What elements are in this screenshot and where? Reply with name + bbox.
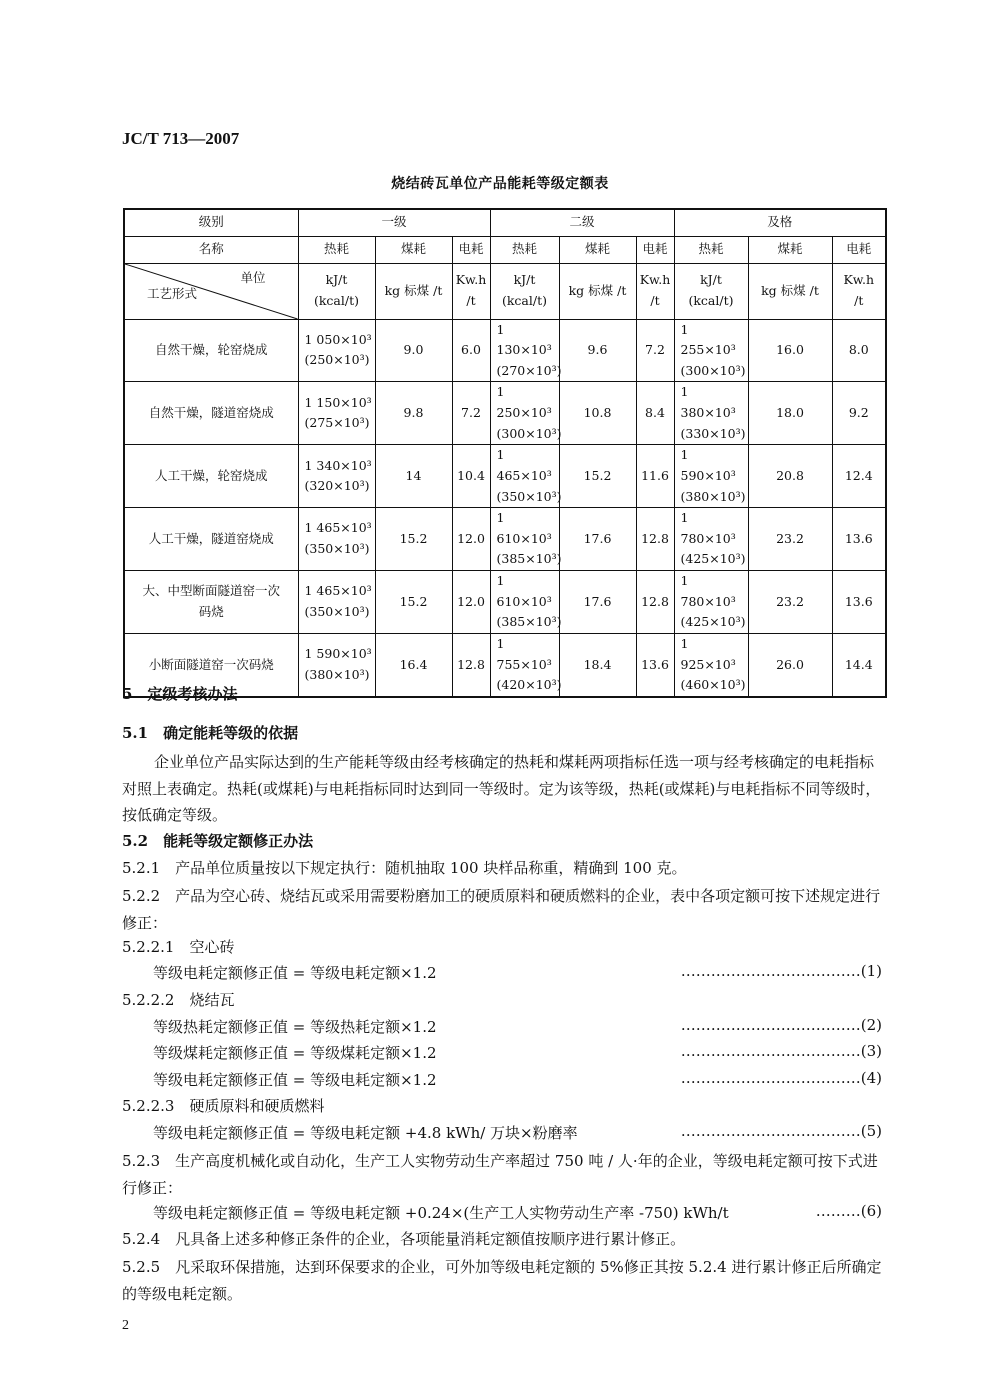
- unit-coal: kg 标煤 /t: [375, 263, 452, 319]
- coal-value-cell: 15.2: [375, 508, 452, 571]
- grade-header-row: [124, 209, 886, 236]
- elec-value-cell: 12.8: [452, 633, 490, 696]
- grade-2-header: 二级: [490, 209, 674, 236]
- heat-value-cell: 1 255×10³ (300×10³): [674, 319, 748, 382]
- formula-6: 等级电耗定额修正值 = 等级电耗定额 +0.24×(生产工人实物劳动生产率 -750) kWh/t: [153, 1204, 729, 1222]
- unit-elec: Kw.h /t: [452, 263, 490, 319]
- coal-value-cell: 26.0: [748, 633, 832, 696]
- heat-value-cell: 1 465×10³ (350×10³): [298, 571, 375, 634]
- heat-value-cell: 1 465×10³ (350×10³): [490, 445, 559, 508]
- metric-coal: 煤耗: [375, 236, 452, 263]
- unit-coal: kg 标煤 /t: [748, 263, 832, 319]
- process-cell: 自然干燥，隧道窑烧成: [124, 382, 298, 445]
- coal-value-cell: 18.0: [748, 382, 832, 445]
- section-5-2-title: 5.2 能耗等级定额修正办法: [122, 832, 314, 850]
- coal-value-cell: 9.8: [375, 382, 452, 445]
- formula-4: 等级电耗定额修正值 = 等级电耗定额×1.2: [153, 1071, 437, 1089]
- metric-coal: 煤耗: [559, 236, 636, 263]
- section-5-1-body: 企业单位产品实际达到的生产能耗等级由经考核确定的热耗和煤耗两项指标任选一项与经考核确定的电耗指标对照上表确定。热耗(或煤耗)与电耗指标同时达到同一等级时。定为该等级，热耗(或煤耗)与电耗指标不同等级时，按低确定等级。: [122, 753, 881, 824]
- coal-value-cell: 15.2: [375, 571, 452, 634]
- formula-2: 等级热耗定额修正值 = 等级热耗定额×1.2: [153, 1018, 437, 1036]
- metric-elec: 电耗: [452, 236, 490, 263]
- section-5-2-2: 5.2.2 产品为空心砖、烧结瓦或采用需要粉磨加工的硬质原料和硬质燃料的企业，表中各项定额可按下述规定进行修正：: [122, 887, 881, 932]
- formula-2-ref: ………………………………(2): [680, 1016, 882, 1034]
- metric-elec: 电耗: [832, 236, 886, 263]
- elec-value-cell: 8.0: [832, 319, 886, 382]
- unit-process-diagonal-cell: [124, 263, 298, 319]
- coal-value-cell: 16.4: [375, 633, 452, 696]
- process-cell: 大、中型断面隧道窑一次 码烧: [124, 571, 298, 634]
- coal-value-cell: 20.8: [748, 445, 832, 508]
- coal-value-cell: 9.6: [559, 319, 636, 382]
- heat-value-cell: 1 130×10³ (270×10³): [490, 319, 559, 382]
- elec-value-cell: 6.0: [452, 319, 490, 382]
- formula-5: 等级电耗定额修正值 = 等级电耗定额 +4.8 kWh/ 万块×粉磨率: [153, 1124, 578, 1142]
- heat-value-cell: 1 610×10³ (385×10³): [490, 508, 559, 571]
- table-row: [124, 633, 886, 696]
- elec-value-cell: 13.6: [636, 633, 674, 696]
- process-cell: 人工干燥，隧道窑烧成: [124, 508, 298, 571]
- unit-elec: Kw.h /t: [832, 263, 886, 319]
- metric-heat: 热耗: [674, 236, 748, 263]
- elec-value-cell: 13.6: [832, 571, 886, 634]
- elec-value-cell: 12.8: [636, 571, 674, 634]
- process-cell: 自然干燥，轮窑烧成: [124, 319, 298, 382]
- metric-heat: 热耗: [490, 236, 559, 263]
- table-title: 烧结砖瓦单位产品能耗等级定额表: [391, 176, 609, 192]
- document-code: JC/T 713—2007: [122, 129, 240, 148]
- elec-value-cell: 13.6: [832, 508, 886, 571]
- unit-label: 单位: [240, 269, 266, 285]
- unit-heat: kJ/t (kcal/t): [298, 263, 375, 319]
- grade-3-header: 及格: [674, 209, 886, 236]
- metric-heat: 热耗: [298, 236, 375, 263]
- coal-value-cell: 14: [375, 445, 452, 508]
- metric-header-row: [124, 236, 886, 263]
- unit-elec: Kw.h /t: [636, 263, 674, 319]
- formula-6-ref: ………(6): [815, 1202, 882, 1220]
- section-5-2-4: 5.2.4 凡具备上述多种修正条件的企业，各项能量消耗定额值按顺序进行累计修正。: [122, 1230, 686, 1248]
- heat-value-cell: 1 925×10³ (460×10³): [674, 633, 748, 696]
- heat-value-cell: 1 755×10³ (420×10³): [490, 633, 559, 696]
- name-label: 名称: [124, 236, 298, 263]
- unit-heat: kJ/t (kcal/t): [674, 263, 748, 319]
- coal-value-cell: 9.0: [375, 319, 452, 382]
- elec-value-cell: 9.2: [832, 382, 886, 445]
- elec-value-cell: 11.6: [636, 445, 674, 508]
- process-label: 工艺形式: [147, 285, 198, 301]
- elec-value-cell: 8.4: [636, 382, 674, 445]
- section-5-2-2-1: 5.2.2.1 空心砖: [122, 938, 235, 956]
- heat-value-cell: 1 590×10³ (380×10³): [674, 445, 748, 508]
- table-row: [124, 319, 886, 382]
- elec-value-cell: 10.4: [452, 445, 490, 508]
- unit-coal: kg 标煤 /t: [559, 263, 636, 319]
- section-5-1-title: 5.1 确定能耗等级的依据: [122, 724, 299, 742]
- section-5-2-1: 5.2.1 产品单位质量按以下规定执行：随机抽取 100 块样品称重，精确到 100 克。: [122, 859, 687, 877]
- heat-value-cell: 1 380×10³ (330×10³): [674, 382, 748, 445]
- table-row: [124, 445, 886, 508]
- process-cell: 人工干燥，轮窑烧成: [124, 445, 298, 508]
- heat-value-cell: 1 610×10³ (385×10³): [490, 571, 559, 634]
- elec-value-cell: 12.8: [636, 508, 674, 571]
- section-5-2-5: 5.2.5 凡采取环保措施，达到环保要求的企业，可外加等级电耗定额的 5%修正其按 5.2.4 进行累计修正后所确定的等级电耗定额。: [122, 1258, 882, 1303]
- formula-3: 等级煤耗定额修正值 = 等级煤耗定额×1.2: [153, 1044, 437, 1062]
- section-5-2-2-3: 5.2.2.3 硬质原料和硬质燃料: [122, 1097, 325, 1115]
- heat-value-cell: 1 340×10³ (320×10³): [298, 445, 375, 508]
- coal-value-cell: 15.2: [559, 445, 636, 508]
- unit-heat: kJ/t (kcal/t): [490, 263, 559, 319]
- heat-value-cell: 1 780×10³ (425×10³): [674, 571, 748, 634]
- table-row: [124, 508, 886, 571]
- heat-value-cell: 1 465×10³ (350×10³): [298, 508, 375, 571]
- metric-coal: 煤耗: [748, 236, 832, 263]
- page-number: 2: [122, 1318, 129, 1333]
- heat-value-cell: 1 250×10³ (300×10³): [490, 382, 559, 445]
- formula-4-ref: ………………………………(4): [680, 1069, 882, 1087]
- elec-value-cell: 7.2: [452, 382, 490, 445]
- formula-1: 等级电耗定额修正值 = 等级电耗定额×1.2: [153, 964, 437, 982]
- elec-value-cell: 14.4: [832, 633, 886, 696]
- heat-value-cell: 1 050×10³ (250×10³): [298, 319, 375, 382]
- elec-value-cell: 7.2: [636, 319, 674, 382]
- coal-value-cell: 10.8: [559, 382, 636, 445]
- heat-value-cell: 1 780×10³ (425×10³): [674, 508, 748, 571]
- coal-value-cell: 16.0: [748, 319, 832, 382]
- coal-value-cell: 17.6: [559, 508, 636, 571]
- heat-value-cell: 1 150×10³ (275×10³): [298, 382, 375, 445]
- coal-value-cell: 18.4: [559, 633, 636, 696]
- coal-value-cell: 23.2: [748, 571, 832, 634]
- section-5-2-2-2: 5.2.2.2 烧结瓦: [122, 991, 235, 1009]
- section-5-2-3: 5.2.3 生产高度机械化或自动化，生产工人实物劳动生产率超过 750 吨 / 人·年的企业，等级电耗定额可按下式进行修正：: [122, 1152, 878, 1197]
- coal-value-cell: 17.6: [559, 571, 636, 634]
- process-cell: 小断面隧道窑一次码烧: [124, 633, 298, 696]
- formula-5-ref: ………………………………(5): [680, 1122, 882, 1140]
- energy-quota-table: [123, 208, 887, 698]
- coal-value-cell: 23.2: [748, 508, 832, 571]
- grade-label: 级别: [124, 209, 298, 236]
- grade-1-header: 一级: [298, 209, 490, 236]
- table-row: [124, 571, 886, 634]
- unit-row: [124, 263, 886, 319]
- section-5-title: 5 定级考核办法: [122, 685, 238, 703]
- metric-elec: 电耗: [636, 236, 674, 263]
- formula-1-ref: ………………………………(1): [680, 962, 882, 980]
- formula-3-ref: ………………………………(3): [680, 1042, 882, 1060]
- elec-value-cell: 12.0: [452, 571, 490, 634]
- elec-value-cell: 12.4: [832, 445, 886, 508]
- heat-value-cell: 1 590×10³ (380×10³): [298, 633, 375, 696]
- elec-value-cell: 12.0: [452, 508, 490, 571]
- table-row: [124, 382, 886, 445]
